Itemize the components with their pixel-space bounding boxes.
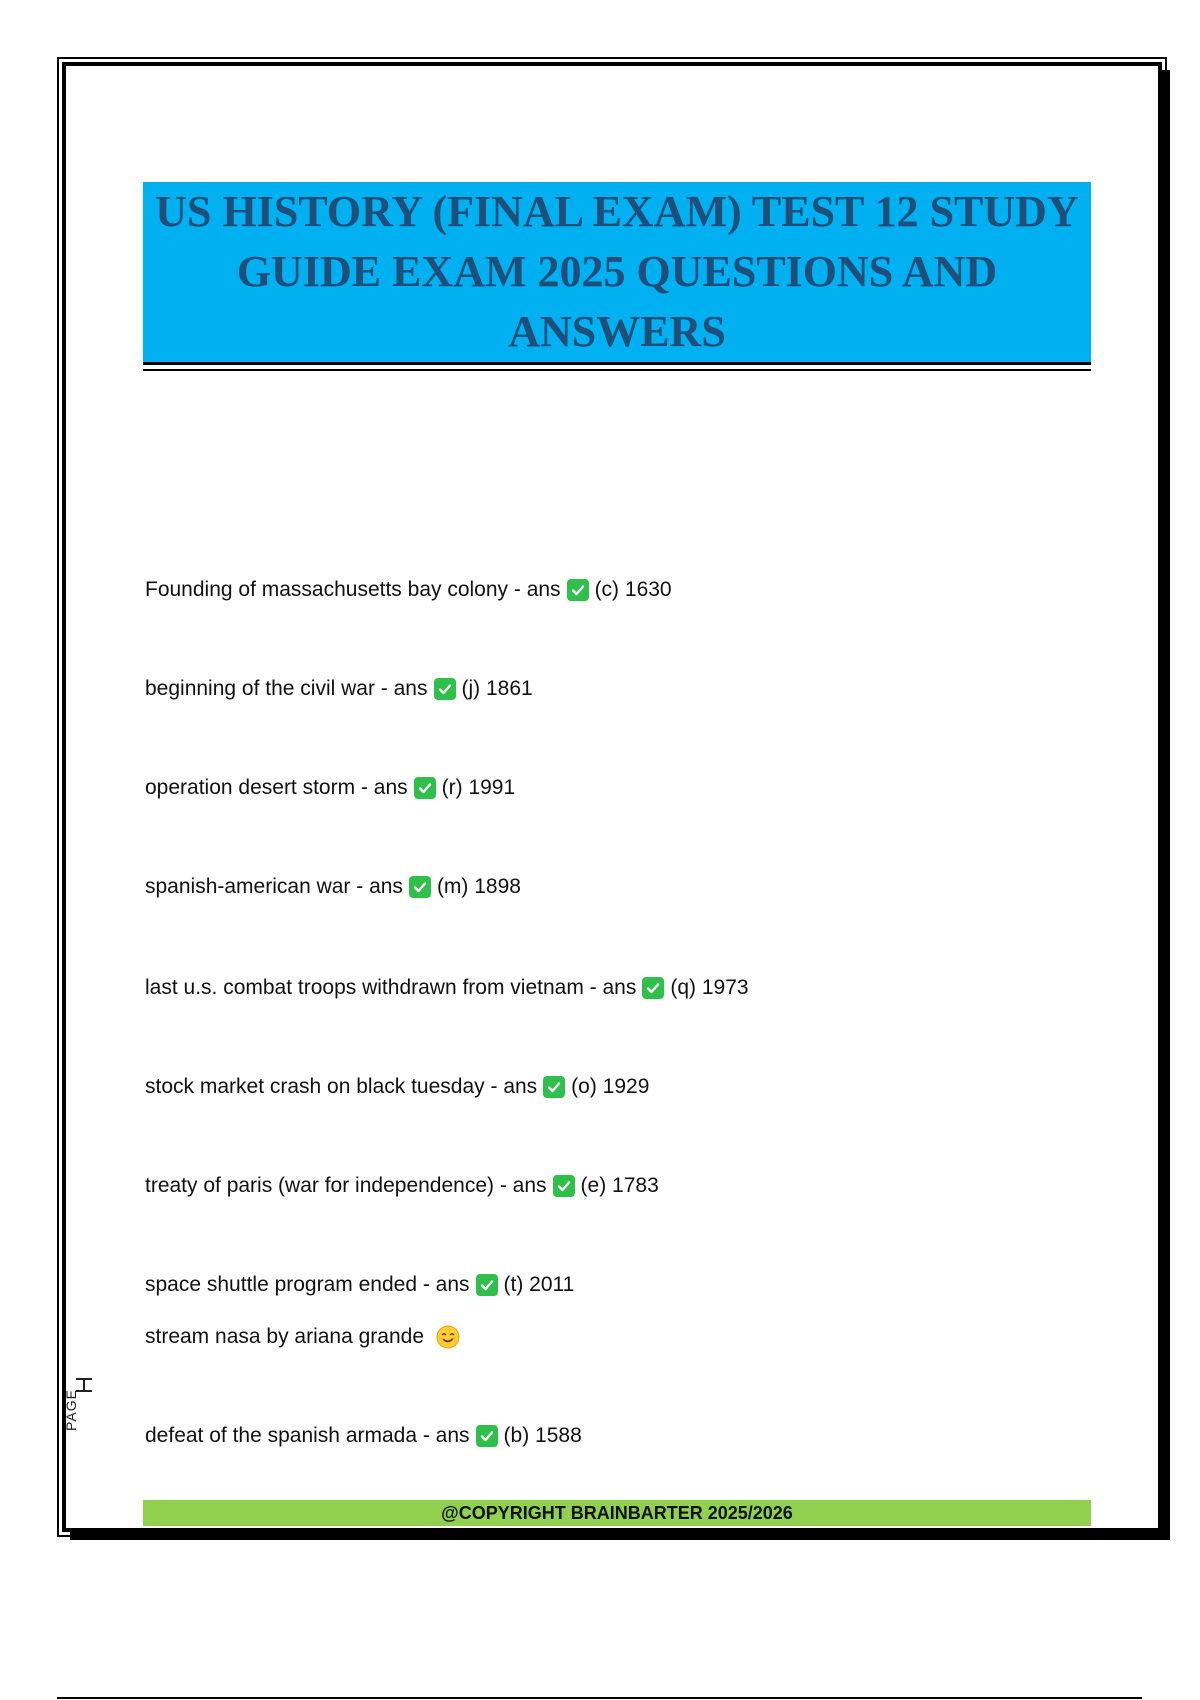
question-text: treaty of paris (war for independence) - ans xyxy=(145,1174,547,1197)
answer-text: (j) 1861 xyxy=(461,677,533,700)
check-mark-icon xyxy=(567,579,589,601)
answer-text: (t) 2011 xyxy=(503,1273,575,1296)
qa-item xyxy=(145,976,749,1000)
copyright-text: @COPYRIGHT BRAINBARTER 2025/2026 xyxy=(441,1502,793,1523)
question-text: space shuttle program ended - ans xyxy=(145,1273,470,1296)
page-number-label xyxy=(62,1378,98,1444)
check-mark-icon xyxy=(434,678,456,700)
question-text: operation desert storm - ans xyxy=(145,776,408,799)
check-mark-icon xyxy=(642,977,664,999)
answer-text: (q) 1973 xyxy=(670,976,749,999)
question-text: spanish-american war - ans xyxy=(145,875,403,898)
check-mark-icon xyxy=(476,1274,498,1296)
qa-item xyxy=(145,578,672,602)
answer-text: (e) 1783 xyxy=(580,1174,659,1197)
qa-item xyxy=(145,776,515,800)
bottom-rule xyxy=(57,1697,1142,1699)
qa-item xyxy=(145,875,521,899)
qa-item xyxy=(145,1424,582,1448)
check-mark-icon xyxy=(543,1076,565,1098)
qa-item xyxy=(145,677,533,701)
answer-text: (b) 1588 xyxy=(503,1424,582,1447)
check-mark-icon xyxy=(553,1175,575,1197)
answer-text: (r) 1991 xyxy=(441,776,516,799)
document-title: US HISTORY (FINAL EXAM) TEST 12 STUDY GUIDE EXAM 2025 QUESTIONS AND ANSWERS xyxy=(155,187,1079,356)
question-text: last u.s. combat troops withdrawn from vietnam - ans xyxy=(145,976,637,999)
check-mark-icon xyxy=(476,1425,498,1447)
footer-bar xyxy=(143,1500,1091,1526)
question-text: defeat of the spanish armada - ans xyxy=(145,1424,470,1447)
check-mark-icon xyxy=(409,876,431,898)
answer-text: (c) 1630 xyxy=(594,578,672,601)
title-banner xyxy=(143,182,1091,365)
smirk-emoji-icon xyxy=(436,1325,460,1349)
question-text: stock market crash on black tuesday - ans xyxy=(145,1075,538,1098)
qa-item xyxy=(145,1075,649,1099)
title-underline xyxy=(143,369,1091,371)
qa-item xyxy=(145,1174,659,1198)
answer-text: (m) 1898 xyxy=(436,875,521,898)
question-text: Founding of massachusetts bay colony - ans xyxy=(145,578,561,601)
page-label-text: PAGE xyxy=(62,1389,79,1431)
question-text: beginning of the civil war - ans xyxy=(145,677,428,700)
check-mark-icon xyxy=(414,777,436,799)
answer-text: (o) 1929 xyxy=(571,1075,650,1098)
note-text: stream nasa by ariana grande xyxy=(145,1325,424,1348)
note-line xyxy=(145,1325,460,1349)
qa-item xyxy=(145,1273,574,1297)
